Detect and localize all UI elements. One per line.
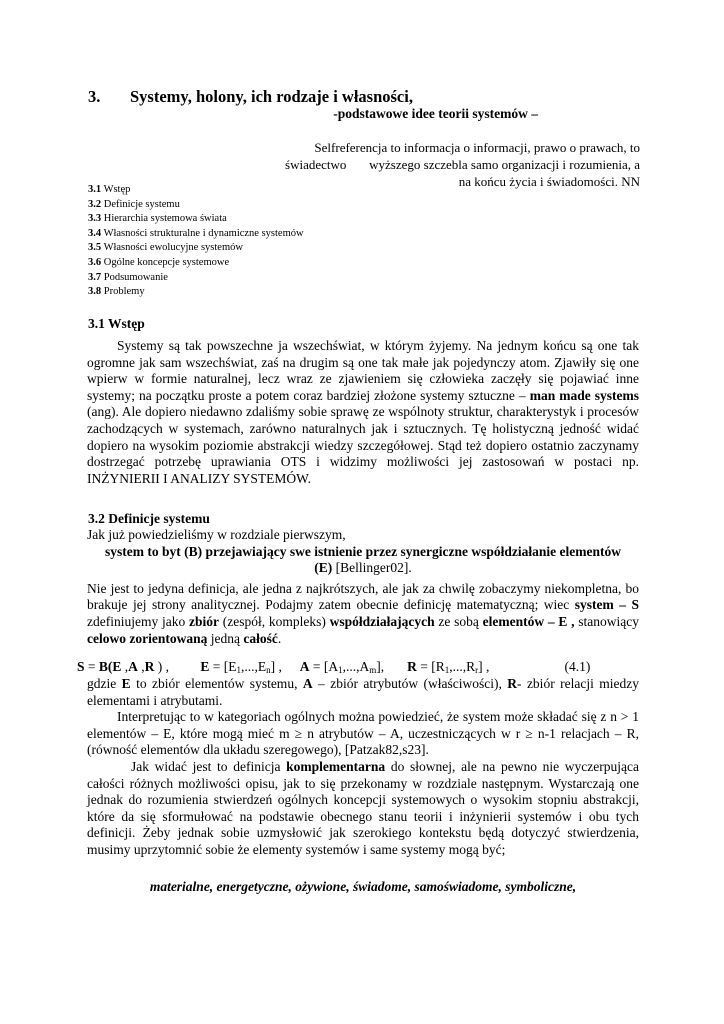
section1-body [87, 338, 639, 487]
chapter-subtitle: -podstawowe idee teorii systemów – [333, 106, 538, 121]
section2-body [87, 527, 639, 647]
definition: system to byt (B) przejawiający swe istnienie przez synergiczne współdziałanie elementów (E) [Bellinger02]. [105, 543, 621, 576]
epigraph-line: na końcu życia i świadomości. NN [458, 174, 640, 189]
section-heading: 3.1 Wstęp [88, 316, 145, 331]
toc-item[interactable]: 3.7 Podsumowanie [88, 271, 168, 283]
table-of-contents [88, 183, 304, 300]
paragraph: Interpretując to w kategoriach ogólnych można powiedzieć, że system może składać się z n > 1 elementów – E, które mogą mieć m ≥ n atrybutów – A, uczestniczących w r ≥ n-1 relacjach – R, (równość elementów dla układu szeregowego), [Patzak82,s23]. [87, 709, 639, 758]
paragraph: gdzie E to zbiór elementów systemu, A – zbiór atrybutów (właściwości), R- zbiór relacji miedzy elementami i atrybutami. [87, 676, 639, 708]
toc-item[interactable]: 3.5 Własności ewolucyjne systemów [88, 242, 243, 254]
toc-item[interactable]: 3.2 Definicje systemu [88, 198, 180, 210]
toc-item[interactable]: 3.4 Własności strukturalne i dynamiczne systemów [88, 227, 304, 239]
section-heading: 3.2 Definicje systemu [88, 511, 210, 526]
toc-item[interactable]: 3.1 Wstęp [88, 184, 131, 195]
paragraph: Jak już powiedzieliśmy w rozdziale pierwszym, [87, 527, 346, 542]
toc-item[interactable]: 3.3 Hierarchia systemowa świata [88, 213, 227, 225]
section2-body-cont [87, 676, 639, 859]
epigraph-line: Selfreferencja to informacja o informacji, prawo o prawach, to [314, 140, 640, 155]
paragraph: Systemy są tak powszechne ja wszechświat, w którym żyjemy. Na jednym końcu są one tak ogromne jak sam wszechświat, zaś na drugim są one tak małe jak pojedynczy atom. Zjawiły się one wpierw w formie naturalnej, lecz wraz ze zjawieniem się człowieka zaczęły się pojawiać inne systemy; na początku proste a potem coraz bardziej złożone systemy sztuczne – man made systems (ang). Ale dopiero niedawno zdaliśmy sobie sprawę ze wspólnoty struktur, charakterystyk i procesów zachodzących w systemach, zarówno naturalnych jak i sztucznych. Tę holistyczną jedność widać dopiero na wysokim poziomie abstrakcji wiedzy szczegółowej. Stąd też dopiero ostatnio zaczynamy dostrzegać potrzebę uprawiania OTS i widzimy możliwości jej zastosowań w postaci np. INŻYNIERII I ANALIZY SYSTEMÓW. [87, 338, 640, 486]
epigraph-line: świadectwo wyższego szczebla samo organizacji i rozumienia, a [285, 157, 640, 172]
chapter-number: 3. [88, 87, 101, 106]
toc-item[interactable]: 3.6 Ogólne koncepcje systemowe [88, 256, 230, 268]
chapter-title [88, 87, 413, 107]
toc-item[interactable]: 3.8 Problemy [88, 286, 145, 298]
epigraph [285, 139, 640, 190]
chapter-title-text: Systemy, holony, ich rodzaje i własności, [130, 87, 413, 106]
element-types-line: materialne, energetyczne, ożywione, świadome, samoświadome, symboliczne, [149, 879, 577, 894]
formula-4-1: S = B(E ,A ,R ) , $E = [E_1,...,E_n]$ , $A = [A_1,...,A_m]$, $R = [R_1,...,R_r]$ , (4.1) [77, 659, 591, 675]
formula-number: (4.1) [564, 659, 591, 674]
paragraph: Jak widać jest to definicja komplementarna do słownej, ale na pewno nie wyczerpująca całości różnych możliwości opisu, jak to się przekonamy w rozdziale następnym. Wystarczają one jednak do rozumienia stwierdzeń ogólnych koncepcji systemowych o wysokim stopniu abstrakcji, które da się sformułować na podstawie obecnego stanu teorii i inżynierii systemów i obu tych definicji. Żeby jednak sobie uzmysłowić jak szerokiego kontekstu będą dotyczyć stwierdzenia, musimy uprzytomnić sobie że elementy systemów i same systemy mogą być; [87, 758, 640, 857]
paragraph: Nie jest to jedyna definicja, ale jedna z najkrótszych, ale jak za chwilę zobaczymy niekompletna, bo brakuje jej strony analitycznej. Podajmy zatem obecnie definicję matematyczną; wiec system – S zdefiniujemy jako zbiór (zespół, kompleks) współdziałających ze sobą elementów – E , stanowiący celowo zorientowaną jedną całość. [87, 580, 639, 646]
